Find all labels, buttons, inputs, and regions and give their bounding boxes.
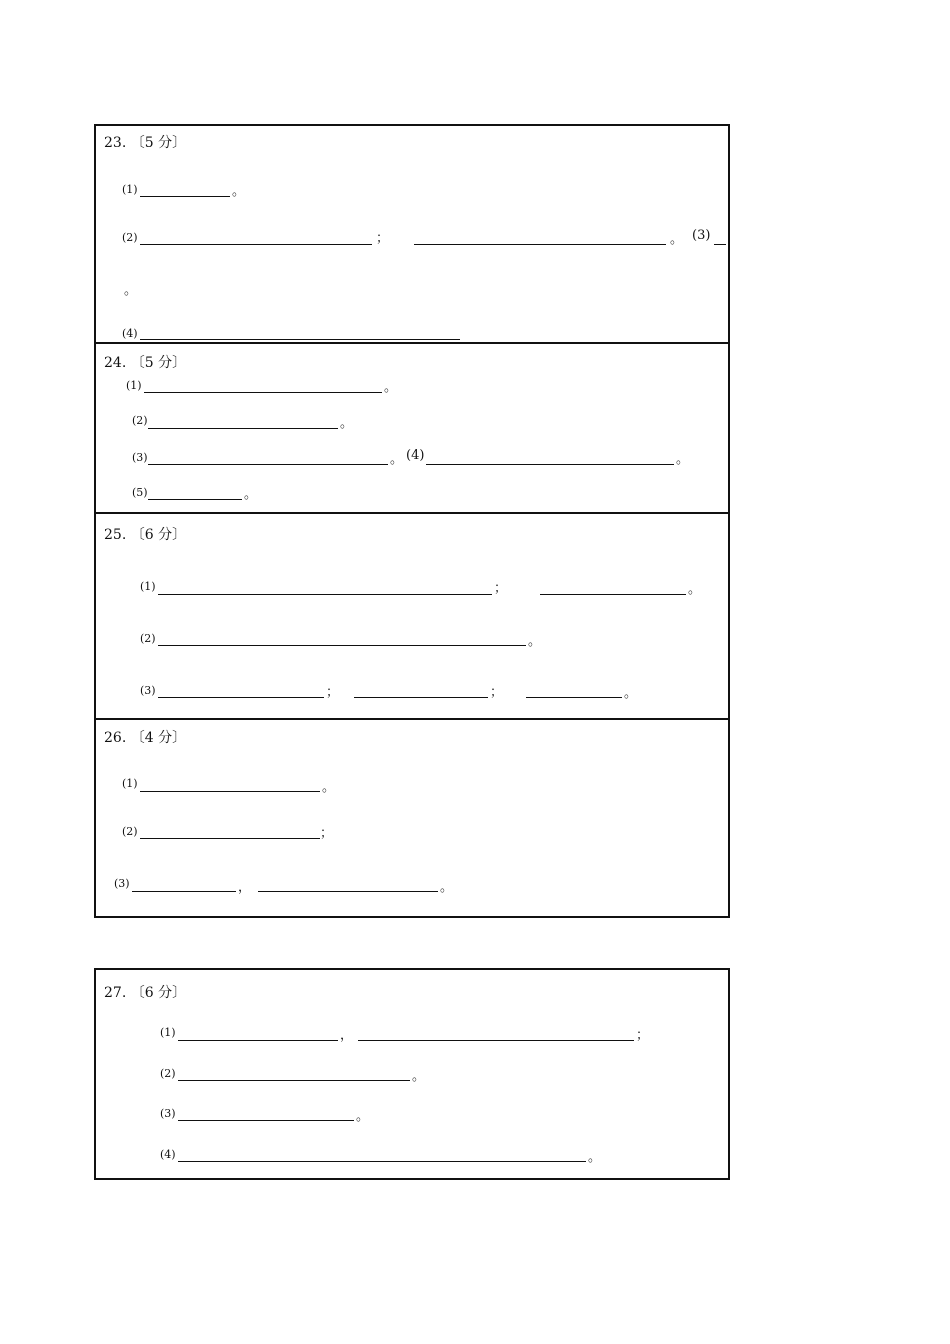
answer-blank[interactable] — [178, 1040, 338, 1041]
answer-blank[interactable] — [148, 428, 338, 429]
part-label: (3) — [132, 451, 148, 464]
period: 。 — [322, 780, 336, 795]
answer-box-q27 — [94, 968, 730, 1180]
period: 。 — [588, 1150, 602, 1165]
period: 。 — [440, 880, 454, 895]
period: 。 — [528, 634, 542, 649]
answer-blank[interactable] — [178, 1161, 586, 1162]
answer-blank[interactable] — [178, 1120, 354, 1121]
part-label: (2) — [140, 632, 156, 645]
semicolon: ； — [490, 685, 504, 700]
period: 。 — [412, 1069, 426, 1084]
part-label: (1) — [140, 580, 156, 593]
answer-blank[interactable] — [158, 645, 526, 646]
part-label: (4) — [406, 448, 425, 463]
answer-blank[interactable] — [258, 891, 438, 892]
answer-box-q23 — [94, 124, 730, 344]
part-label: (4) — [160, 1148, 176, 1161]
answer-box-q25 — [94, 512, 730, 720]
question-title: 27. 〔6 分〕 — [104, 985, 187, 1001]
answer-blank[interactable] — [140, 196, 230, 197]
answer-blank[interactable] — [358, 1040, 634, 1041]
semicolon: ； — [494, 581, 508, 596]
semicolon: ； — [376, 231, 390, 246]
answer-blank[interactable] — [158, 594, 492, 595]
answer-box-q24 — [94, 342, 730, 514]
answer-blank[interactable] — [148, 464, 388, 465]
period: 。 — [624, 686, 638, 701]
period: 。 — [390, 452, 404, 467]
period: 。 — [670, 232, 684, 247]
answer-blank[interactable] — [354, 697, 488, 698]
part-label: (2) — [122, 231, 138, 244]
period: 。 — [688, 582, 702, 597]
part-label: (1) — [160, 1026, 176, 1039]
answer-blank[interactable] — [148, 499, 242, 500]
comma: ， — [340, 1028, 354, 1043]
period: 。 — [676, 452, 690, 467]
answer-blank[interactable] — [140, 339, 460, 340]
part-label: (4) — [122, 327, 138, 340]
question-title: 26. 〔4 分〕 — [104, 730, 187, 746]
comma: ， — [238, 880, 252, 895]
semicolon: ； — [326, 685, 340, 700]
question-title: 23. 〔5 分〕 — [104, 135, 187, 151]
answer-blank[interactable] — [132, 891, 236, 892]
answer-blank[interactable] — [144, 392, 382, 393]
part-label: (3) — [140, 684, 156, 697]
period: 。 — [384, 380, 398, 395]
part-label: (3) — [160, 1107, 176, 1120]
part-label: (1) — [126, 379, 142, 392]
answer-blank[interactable] — [178, 1080, 410, 1081]
period: 。 — [232, 184, 246, 199]
semicolon: ； — [636, 1028, 650, 1043]
answer-blank[interactable] — [158, 697, 324, 698]
answer-blank[interactable] — [526, 697, 622, 698]
part-label: (2) — [122, 825, 138, 838]
question-title: 25. 〔6 分〕 — [104, 527, 187, 543]
answer-blank[interactable] — [140, 244, 372, 245]
answer-blank[interactable] — [540, 594, 686, 595]
part-label: (5) — [132, 486, 148, 499]
period: 。 — [356, 1109, 370, 1124]
answer-box-q26 — [94, 718, 730, 918]
part-label: (1) — [122, 777, 138, 790]
period: 。 — [124, 283, 138, 298]
part-label: (1) — [122, 183, 138, 196]
semicolon: ； — [320, 826, 334, 841]
answer-blank[interactable] — [714, 244, 726, 245]
part-label: (2) — [132, 414, 148, 427]
part-label: (3) — [692, 228, 711, 243]
question-title: 24. 〔5 分〕 — [104, 355, 187, 371]
period: 。 — [340, 416, 354, 431]
answer-blank[interactable] — [414, 244, 666, 245]
period: 。 — [244, 487, 258, 502]
answer-blank[interactable] — [140, 838, 320, 839]
answer-blank[interactable] — [426, 464, 674, 465]
answer-blank[interactable] — [140, 791, 320, 792]
part-label: (2) — [160, 1067, 176, 1080]
part-label: (3) — [114, 877, 130, 890]
